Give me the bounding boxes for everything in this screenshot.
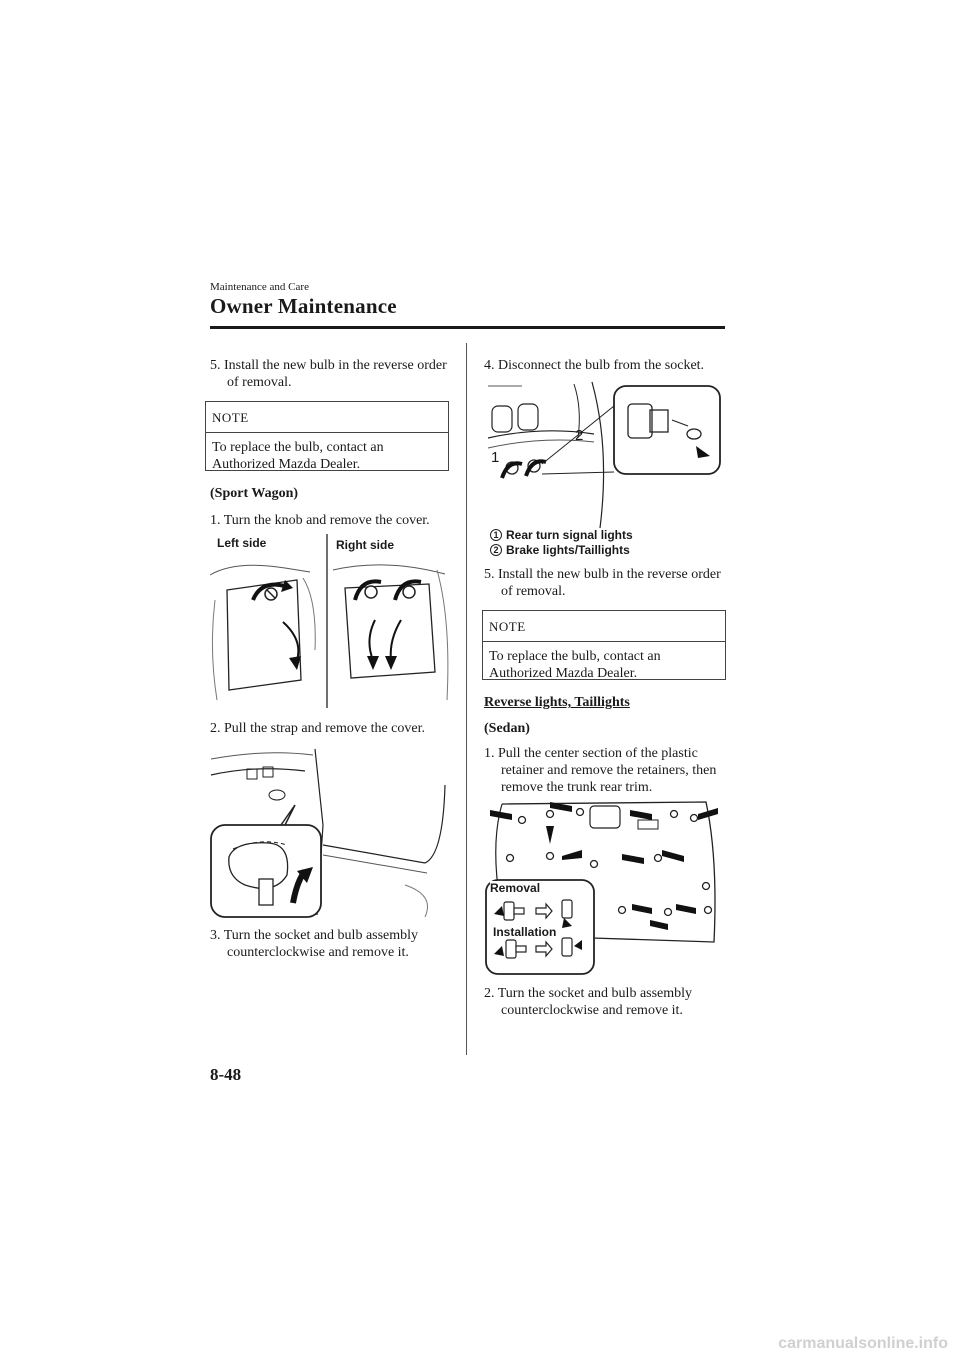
legend-marker-2: 2 bbox=[490, 544, 502, 556]
socket-bulb-illustration bbox=[482, 378, 727, 528]
page-title: Owner Maintenance bbox=[210, 294, 397, 318]
watermark: carmanualsonline.info bbox=[778, 1335, 948, 1352]
reverse-lights-heading: Reverse lights, Taillights bbox=[484, 695, 630, 710]
legend-label-1: Rear turn signal lights bbox=[506, 528, 633, 542]
step-4-text: 4. Disconnect the bulb from the socket. bbox=[484, 358, 705, 373]
callout-1: 1 bbox=[491, 449, 500, 466]
legend-marker-1: 1 bbox=[490, 529, 502, 541]
step-3-text: 3. Turn the socket and bulb assembly counterclockwise and remove it. bbox=[210, 928, 419, 960]
removal-label: Removal bbox=[490, 881, 541, 895]
note-box-2 bbox=[482, 610, 726, 680]
right-side-label: Right side bbox=[336, 538, 395, 552]
page-number: 8-48 bbox=[210, 1065, 242, 1084]
section-label: Maintenance and Care bbox=[210, 281, 309, 293]
sport-wagon-heading: (Sport Wagon) bbox=[210, 486, 299, 501]
note-body: To replace the bulb, contact an Authorized Mazda Dealer. bbox=[489, 649, 661, 681]
note-heading: NOTE bbox=[206, 402, 448, 433]
sedan-step-1-text: 1. Pull the center section of the plastic retainer and remove the retainers, then remove the trunk rear trim. bbox=[484, 746, 717, 795]
legend-item-2 bbox=[490, 541, 630, 559]
legend-label-2: Brake lights/Taillights bbox=[506, 543, 630, 557]
step-1-text: 1. Turn the knob and remove the cover. bbox=[210, 513, 430, 528]
note-body: To replace the bulb, contact an Authorized Mazda Dealer. bbox=[212, 440, 384, 472]
installation-label: Installation bbox=[493, 925, 557, 939]
sedan-heading: (Sedan) bbox=[484, 721, 530, 736]
left-side-label: Left side bbox=[217, 536, 267, 550]
note-heading: NOTE bbox=[483, 611, 725, 642]
column-divider bbox=[466, 343, 467, 1055]
strap-cover-illustration bbox=[205, 745, 455, 920]
step-5b-text: 5. Install the new bulb in the reverse order of removal. bbox=[484, 567, 721, 599]
callout-2: 2 bbox=[575, 427, 584, 444]
step-2-text: 2. Pull the strap and remove the cover. bbox=[210, 721, 425, 736]
cover-knob-illustration bbox=[205, 530, 455, 710]
title-rule bbox=[210, 326, 725, 329]
sedan-step-2-text: 2. Turn the socket and bulb assembly counterclockwise and remove it. bbox=[484, 986, 693, 1018]
step-5-text: 5. Install the new bulb in the reverse order of removal. bbox=[210, 358, 447, 390]
note-box-1 bbox=[205, 401, 449, 471]
